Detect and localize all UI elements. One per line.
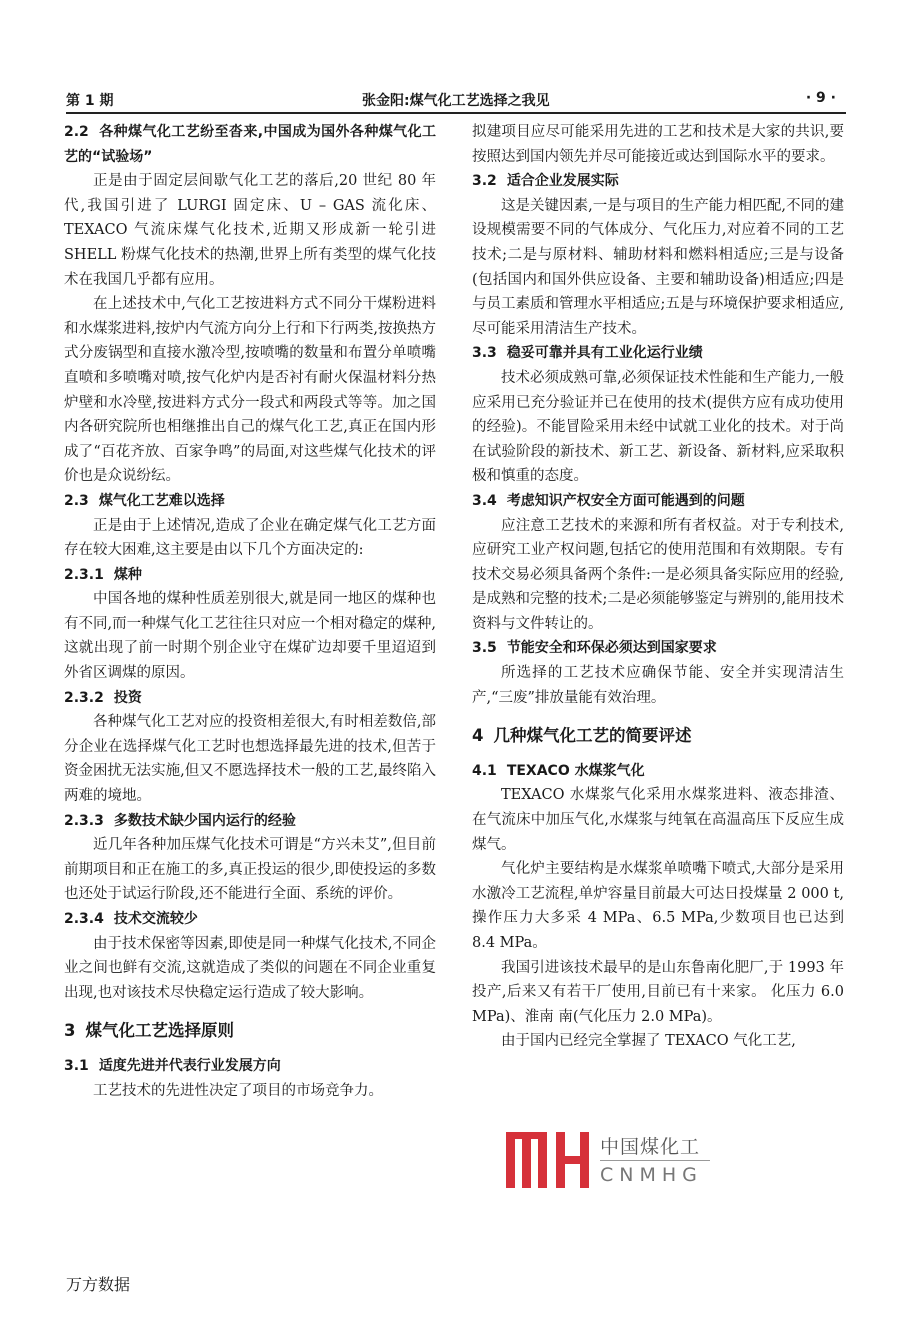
section-title: 技术交流较少 bbox=[113, 911, 198, 927]
section-number: 3.3 bbox=[472, 345, 497, 362]
section-number: 3.5 bbox=[472, 640, 497, 657]
section-title: 适合企业发展实际 bbox=[506, 173, 619, 190]
paragraph: 拟建项目应尽可能采用先进的工艺和技术是大家的共识,要按照达到国内领先并尽可能接近或达到国际水平的要求。 bbox=[472, 124, 844, 165]
section-3-2-heading bbox=[472, 169, 844, 194]
paragraph: 正是由于上述情况,造成了企业在确定煤气化工艺方面存在较大困难,这主要是由以下几个方面决定的: bbox=[64, 517, 436, 559]
section-number: 2.3 bbox=[64, 492, 89, 509]
section-2-3-3-heading bbox=[64, 809, 436, 834]
section-title: 各种煤气化工艺纷至沓来,中国成为国外各种煤气化工艺的“试验场” bbox=[64, 124, 436, 165]
paragraph: 由于技术保密等因素,即使是同一种煤气化技术,不同企业之间也鲜有交流,这就造成了类似的问题在不同企业重复出现,也对该技术尽快稳定运行造成了较大影响。 bbox=[64, 935, 436, 1001]
section-number: 3 bbox=[64, 1021, 76, 1041]
section-2-2-heading bbox=[64, 120, 436, 169]
watermark-divider bbox=[600, 1160, 710, 1161]
paragraph: 所选择的工艺技术应确保节能、安全并实现清洁生产,“三废”排放量能有效治理。 bbox=[472, 665, 844, 706]
section-2-3-4-heading bbox=[64, 907, 436, 932]
section-number: 2.3.2 bbox=[64, 689, 104, 706]
section-number: 2.3.4 bbox=[64, 911, 104, 927]
running-title: 张金阳:煤气化工艺选择之我见 bbox=[362, 93, 550, 109]
section-number: 3.2 bbox=[472, 173, 497, 190]
header-divider bbox=[66, 112, 846, 114]
section-title: 煤气化工艺选择原则 bbox=[85, 1021, 234, 1041]
section-3-4-heading bbox=[472, 489, 844, 514]
mh-logo-icon bbox=[504, 1128, 596, 1190]
section-title: 节能安全和环保必须达到国家要求 bbox=[506, 640, 717, 657]
section-number: 2.3.3 bbox=[64, 812, 104, 829]
section-number: 2.2 bbox=[64, 124, 89, 140]
paragraph: TEXACO 水煤浆气化采用水煤浆进料、液态排渣、在气流床中加压气化,水煤浆与纯氧在高温高压下反应生成煤气。 bbox=[472, 787, 844, 853]
section-number: 4 bbox=[472, 726, 484, 746]
section-3-3-heading bbox=[472, 341, 844, 366]
issue-number: 第 1 期 bbox=[66, 93, 114, 109]
watermark-logo bbox=[504, 1128, 856, 1192]
section-title: 煤种 bbox=[113, 566, 142, 583]
page-header bbox=[66, 88, 836, 112]
section-title: 煤气化工艺难以选择 bbox=[98, 492, 225, 509]
watermark-en-text: CNMHG bbox=[600, 1164, 703, 1186]
left-column bbox=[64, 120, 436, 1103]
section-number: 3.1 bbox=[64, 1057, 89, 1074]
paragraph: 在上述技术中,气化工艺按进料方式不同分干煤粉进料和水煤浆进料,按炉内气流方向分上行和下行两类,按换热方式分废锅型和直接水激冷型,按喷嘴的数量和布置分单喷嘴直喷和多喷嘴对喷,按气化炉内是否衬有耐火保温材料分热炉壁和水冷壁,按进料方式分一段式和两段式等等。加之国内各研究院所也相继推出自己的煤气化工艺,真正在国内形成了“百花齐放、百家争鸣”的局面,对这些煤气化技术的评价也是众说纷纭。 bbox=[64, 296, 436, 485]
section-title: TEXACO 水煤浆气化 bbox=[506, 762, 645, 779]
paragraph: 气化炉主要结构是水煤浆单喷嘴下喷式,大部分是采用水激冷工艺流程,单炉容量目前最大可达日投煤量 2 000 t,操作压力大多采 4 MPa、6.5 MPa,少数项目也已达到 8.4 MPa。 bbox=[472, 861, 844, 951]
section-3-5-heading bbox=[472, 636, 844, 661]
paragraph: 各种煤气化工艺对应的投资相差很大,有时相差数倍,部分企业在选择煤气化工艺时也想选择最先进的技术,但苦于资金困扰无法实施,但又不愿选择技术一般的工艺,最终陷入两难的境地。 bbox=[64, 714, 436, 805]
section-number: 4.1 bbox=[472, 762, 497, 779]
footer-source: 万方数据 bbox=[66, 1275, 131, 1294]
section-4-heading bbox=[472, 724, 844, 749]
section-title: 稳妥可靠并具有工业化运行业绩 bbox=[506, 345, 703, 362]
section-title: 多数技术缺少国内运行的经验 bbox=[113, 812, 296, 829]
section-title: 适度先进并代表行业发展方向 bbox=[98, 1057, 281, 1074]
paragraph: 技术必须成熟可靠,必须保证技术性能和生产能力,一般应采用已充分验证并已在使用的技术(提供方应有成功使用的经验)。不能冒险采用未经中试就工业化的技术。对于尚在试验阶段的新技术、新工艺、新设备、新材料,应采取积极和慎重的态度。 bbox=[472, 369, 844, 485]
section-4-1-heading bbox=[472, 759, 844, 784]
section-title: 几种煤气化工艺的简要评述 bbox=[493, 726, 692, 746]
paragraph: 应注意工艺技术的来源和所有者权益。对于专利技术,应研究工业产权问题,包括它的使用范围和有效期限。专有技术交易必须具备两个条件:一是必须具备实际应用的经验,是成熟和完整的技术;二是必须能够鉴定与辨别的,能用技术资料与文件转让的。 bbox=[472, 517, 844, 632]
section-title: 考虑知识产权安全方面可能遇到的问题 bbox=[506, 492, 745, 509]
section-2-3-1-heading bbox=[64, 563, 436, 588]
section-2-3-2-heading bbox=[64, 686, 436, 711]
section-number: 2.3.1 bbox=[64, 566, 104, 583]
paragraph: 工艺技术的先进性决定了项目的市场竞争力。 bbox=[93, 1082, 383, 1099]
paragraph: 正是由于固定层间歇气化工艺的落后,20 世纪 80 年代,我国引进了 LURGI 固定床、U – GAS 流化床、TEXACO 气流床煤气化技术,近期又形成新一轮引进 SHELL 粉煤气化技术的热潮,世界上所有类型的煤气化技术在我国几乎都有应用。 bbox=[64, 173, 436, 288]
paragraph: 这是关键因素,一是与项目的生产能力相匹配,不同的建设规模需要不同的气体成分、气化压力,对应着不同的工艺技术;二是与原材料、辅助材料和燃料相适应;三是与设备(包括国内和国外供应设备、主要和辅助设备)相适应;四是与员工素质和管理水平相适应;五是与环境保护要求相适应,尽可能采用清洁生产技术。 bbox=[472, 197, 844, 337]
section-3-heading bbox=[64, 1019, 436, 1044]
section-3-1-heading bbox=[64, 1054, 436, 1079]
section-2-3-heading bbox=[64, 489, 436, 514]
paragraph: 中国各地的煤种性质差别很大,就是同一地区的煤种也有不同,而一种煤气化工艺往往只对应一个相对稳定的煤种,这就出现了前一时期个别企业守在煤矿边却要千里迢迢到外省区调煤的原因。 bbox=[64, 591, 436, 682]
right-column bbox=[472, 120, 844, 1054]
paragraph: 由于国内已经完全掌握了 TEXACO 气化工艺, bbox=[501, 1033, 796, 1050]
watermark-cn-text: 中国煤化工 bbox=[600, 1136, 701, 1158]
section-title: 投资 bbox=[113, 689, 142, 706]
section-number: 3.4 bbox=[472, 492, 497, 509]
page-number: · 9 · bbox=[805, 90, 836, 106]
paragraph: 近几年各种加压煤气化技术可谓是“方兴未艾”,但目前前期项目和正在施工的多,真正投运的很少,即使投运的多数也还处于试运行阶段,还不能进行全面、系统的评价。 bbox=[64, 837, 436, 903]
paragraph: 我国引进该技术最早的是山东鲁南化肥厂,于 1993 年投产,后来又有若干厂使用,目前已有十来家。 化压力 6.0 MPa)、淮南 南(气化压力 2.0 MPa)。 bbox=[472, 959, 844, 1025]
